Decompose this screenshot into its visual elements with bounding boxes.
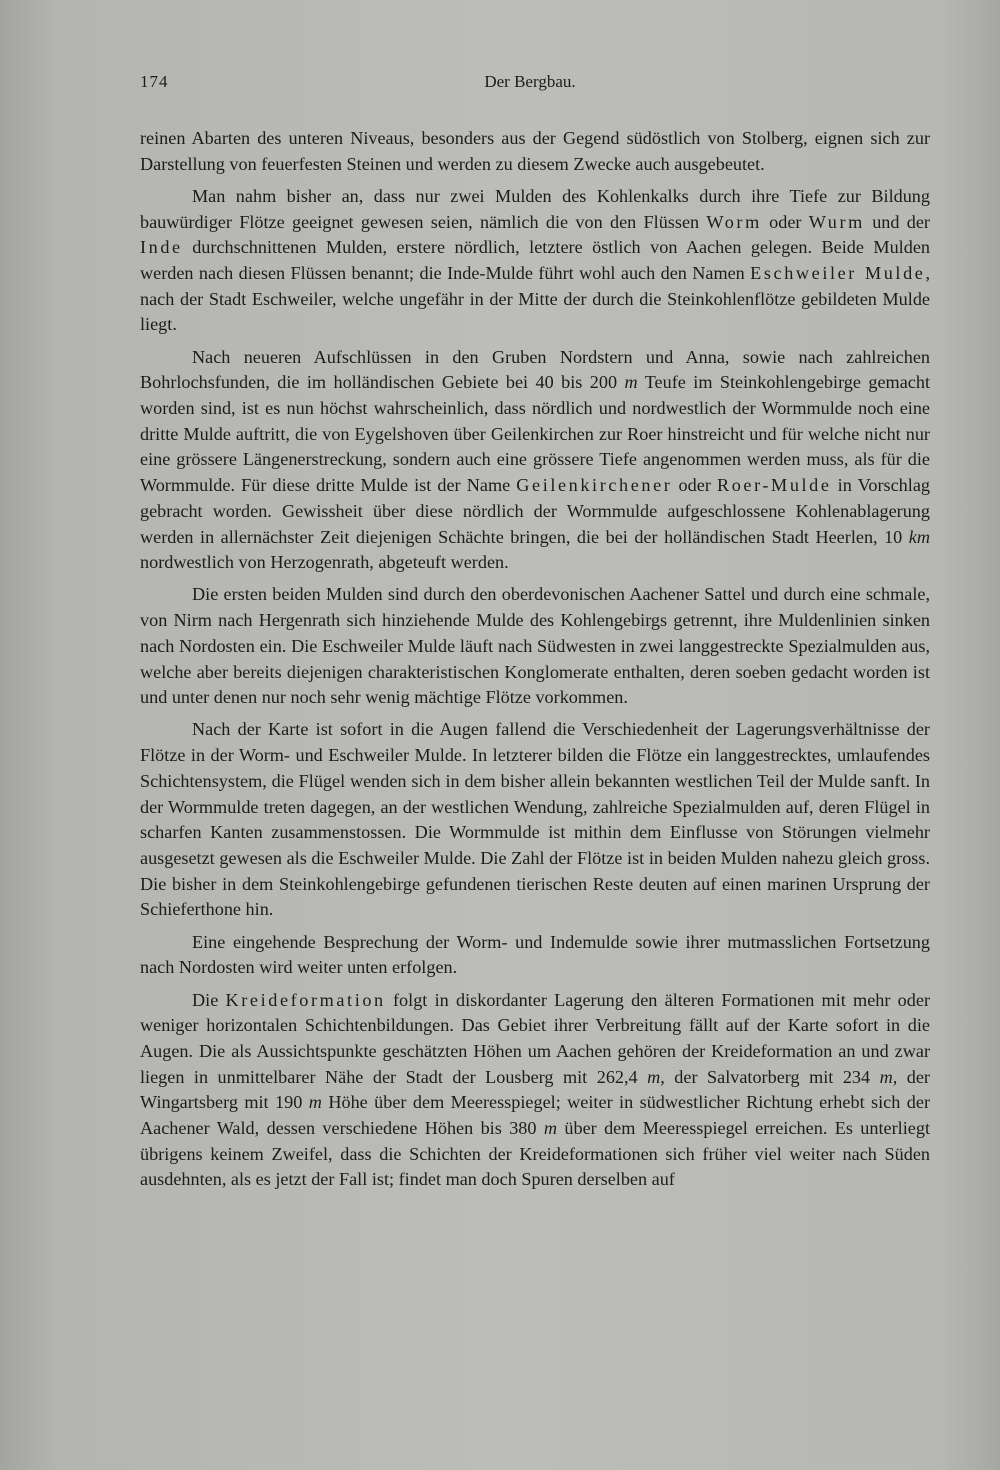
unit-label: m: [308, 1092, 322, 1113]
paragraph: [140, 988, 930, 1194]
unit-label: km: [908, 526, 930, 547]
text-run: reinen Abarten des unteren Niveaus, besonders aus der Gegend südöstlich von Stolberg, eignen sich zur Darstellung von feuerfesten Steinen und werden zu diesem Zwecke auch ausgebeutet.: [140, 128, 930, 174]
spaced-term: Roer-Mulde: [717, 475, 832, 496]
text-run: Die: [192, 989, 226, 1010]
spaced-term: Worm: [706, 211, 762, 232]
paragraph: [140, 582, 930, 711]
text-run: oder: [672, 475, 717, 496]
spaced-term: Inde: [140, 237, 183, 258]
paragraph: [140, 184, 930, 338]
text-run: Teufe im Steinkohlengebirge gemacht worden sind, ist es nun höchst wahrscheinlich, dass nördlich und nordwestlich der Wormmulde noch eine dritte Mulde auftritt, die von Eygelshoven über Geilenkirchen zur Roer hinstreicht und für welche nicht nur eine grössere Längenerstreckung, sondern auch eine grössere Tiefe angenommen werden muss, als für die Wormmulde. Für diese dritte Mulde ist der Name: [140, 372, 930, 496]
text-run: Nach neueren Aufschlüssen in den Gruben Nordstern und Anna, sowie nach zahlreichen Bohrlochsfunden, die im holländischen Gebiete bei 40 bis 200: [140, 346, 930, 393]
paragraph: [140, 345, 930, 576]
spaced-term: Geilenkirchener: [516, 475, 673, 496]
unit-label: m: [543, 1118, 557, 1139]
running-title: Der Bergbau.: [484, 72, 576, 91]
text-run: in Vorschlag gebracht worden. Gewissheit über diese nördlich der Wormmulde aufgeschlossene Kohlenablagerung werden in allernächster Zeit diejenigen Schächte bringen, die bei der holländischen Stadt Heerlen, 10: [140, 475, 930, 547]
paragraph: [140, 930, 930, 981]
body-text: [140, 126, 930, 1193]
spaced-term: Kreideformation: [225, 989, 386, 1010]
text-run: Höhe über dem Meeresspiegel; weiter in südwestlicher Richtung erhebt sich der Aachener Wald, dessen verschiedene Höhen bis 380: [140, 1092, 931, 1139]
text-run: Man nahm bisher an, dass nur zwei Mulden des Kohlenkalks durch ihre Tiefe zur Bildung bauwürdiger Flötze geeignet gewesen seien, nämlich die von den Flüssen: [140, 185, 930, 232]
text-run: Die ersten beiden Mulden sind durch den oberdevonischen Aachener Sattel und durch eine schmale, von Nirm nach Hergenrath sich hinziehende Mulde des Kohlengebirgs getrennt, ihre Muldenlinien sinken nach Nordosten ein. Die Eschweiler Mulde läuft nach Südwesten in zwei langgestreckte Spezialmulden aus, welche aber bereits diejenigen charakteristischen Konglomerate enthalten, deren soeben gedacht worden ist und unter denen nur noch sehr wenig mächtige Flötze vorkommen.: [140, 584, 930, 708]
page-header: [140, 72, 920, 96]
spaced-term: Wurm: [808, 211, 865, 232]
paragraph: [140, 717, 930, 923]
unit-label: m: [624, 372, 638, 393]
text-run: , der Salvatorberg mit 234: [660, 1066, 880, 1087]
spaced-term: Eschweiler Mulde: [750, 263, 926, 284]
text-run: oder: [761, 211, 809, 232]
unit-label: m: [879, 1066, 893, 1087]
text-run: nordwestlich von Herzogenrath, abgeteuft werden.: [140, 552, 509, 573]
text-run: Eine eingehende Besprechung der Worm- und Indemulde sowie ihrer mutmasslichen Fortsetzung nach Nordosten wird weiter unten erfolgen.: [140, 931, 930, 978]
text-run: und der: [864, 211, 930, 232]
text-run: , nach der Stadt Eschweiler, welche ungefähr in der Mitte der durch die Steinkohlenflötze gebildeten Mulde liegt.: [140, 263, 930, 335]
text-run: folgt in diskordanter Lagerung den älteren Formationen mit mehr oder weniger horizontalen Schichtenbildungen. Das Gebiet ihrer Verbreitung fällt auf der Karte sofort in die Augen. Die als Aussichtspunkte geschätzten Höhen um Aachen gehören der Kreideformation an und zwar liegen in unmittelbarer Nähe der Stadt der Lousberg mit 262,4: [140, 989, 931, 1087]
paragraph: [140, 126, 930, 177]
text-run: , der Wingartsberg mit 190: [140, 1066, 930, 1113]
text-run: über dem Meeresspiegel erreichen. Es unterliegt übrigens keinem Zweifel, dass die Schichten der Kreideformationen sich früher viel weiter nach Süden ausdehnten, als es jetzt der Fall ist; findet man doch Spuren derselben auf: [140, 1118, 930, 1190]
text-run: Nach der Karte ist sofort in die Augen fallend die Verschiedenheit der Lagerungsverhältnisse der Flötze in der Worm- und Eschweiler Mulde. In letzterer bilden die Flötze ein langgestrecktes, umlaufendes Schichtensystem, die Flügel wenden sich in dem bisher allein bekannten westlichen Teil der Mulde sanft. In der Wormmulde treten dagegen, an der westlichen Wendung, zahlreiche Spezialmulden auf, deren Flügel in scharfen Kanten zusammenstossen. Die Wormmulde ist mithin dem Einflusse von Störungen vielmehr ausgesetzt gewesen als die Eschweiler Mulde. Die Zahl der Flötze ist in beiden Mulden nahezu gleich gross. Die bisher in dem Steinkohlengebirge gefundenen tierischen Reste deuten auf einen marinen Ursprung der Schieferthone hin.: [140, 719, 930, 920]
text-run: durchschnittenen Mulden, erstere nördlich, letztere östlich von Aachen gelegen. Beide Mulden werden nach diesen Flüssen benannt; die Inde-Mulde führt wohl auch den Namen: [140, 237, 930, 284]
page-number: 174: [140, 72, 169, 91]
unit-label: m: [647, 1066, 661, 1087]
